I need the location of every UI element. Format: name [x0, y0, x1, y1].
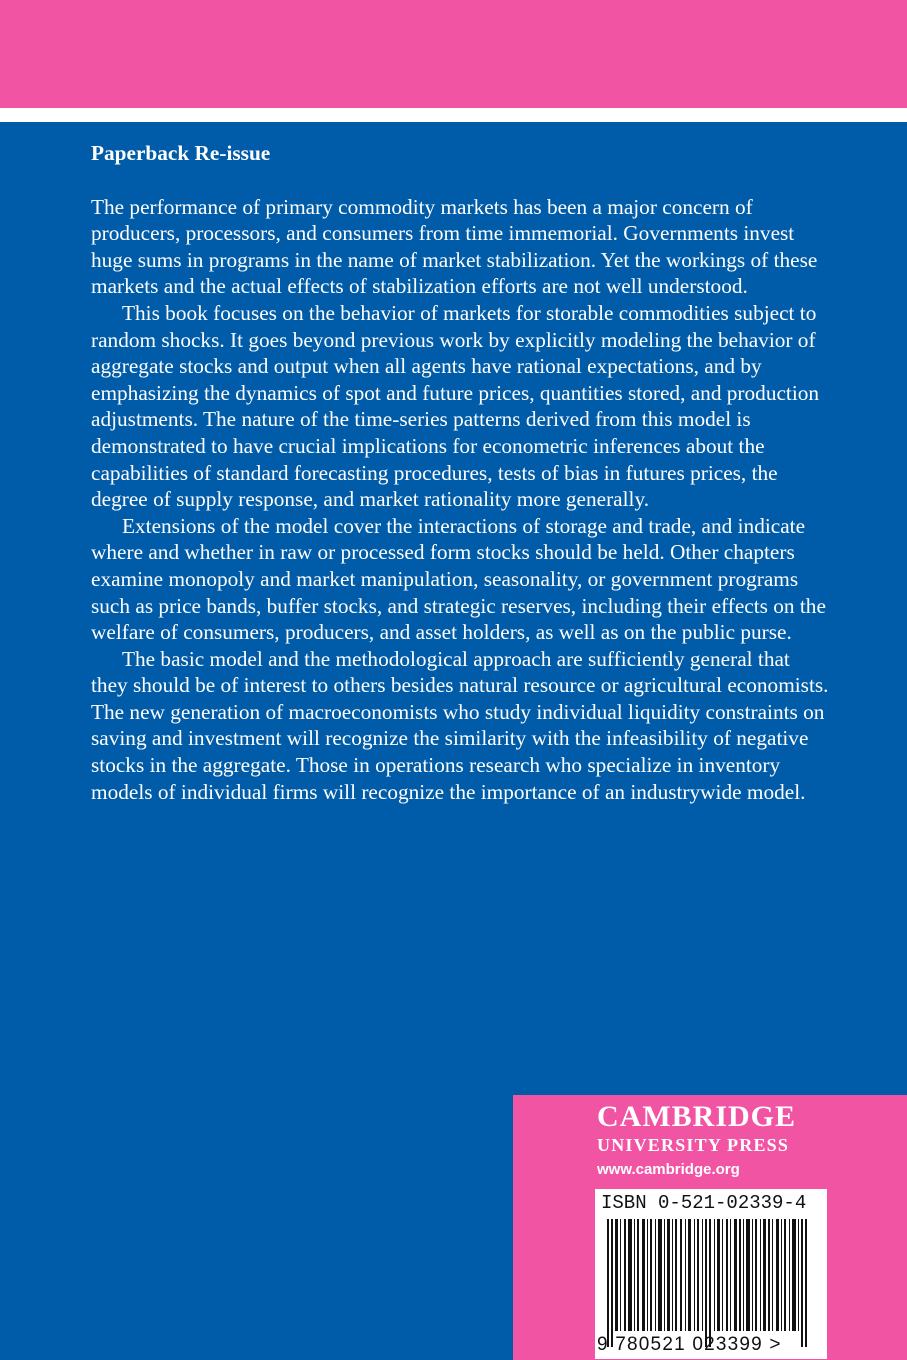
publisher-name: CAMBRIDGE	[597, 1100, 797, 1133]
back-cover-blurb	[91, 140, 831, 805]
publisher-url: www.cambridge.org	[597, 1161, 740, 1178]
ean-digits: 9 780521 023399 >	[597, 1334, 782, 1355]
blurb-paragraph-4: The basic model and the methodological approach are sufficiently general that they should be of interest to others besides natural resource or agricultural economists. The new generation of macroeconomists who study individual liquidity constraints on saving and investment will recognize the similarity with the infeasibility of negative stocks in the aggregate. Those in operations research who specialize in inventory models of individual firms will recognize the importance of an industrywide model.	[91, 646, 829, 804]
white-divider-stripe	[0, 108, 907, 122]
blurb-paragraph-1: The performance of primary commodity markets has been a major concern of producers, processors, and consumers from time immemorial. Governments invest huge sums in programs in the name of market stabilization. Yet the workings of these markets and the actual effects of stabilization efforts are not well understood.	[91, 194, 818, 299]
top-pink-band	[0, 0, 907, 108]
publisher-subname: UNIVERSITY PRESS	[597, 1135, 790, 1155]
blurb-paragraph-2: This book focuses on the behavior of markets for storable commodities subject to random shocks. It goes beyond previous work by explicitly modeling the behavior of aggregate stocks and output when all agents have rational expectations, and by emphasizing the dynamics of spot and future prices, quantities stored, and production adjustments. The nature of the time-series patterns derived from this model is demonstrated to have crucial implications for econometric inferences about the capabilities of standard forecasting procedures, tests of bias in futures prices, the degree of supply response, and market rationality more generally.	[91, 300, 820, 512]
barcode-bars	[607, 1219, 807, 1347]
barcode-box	[595, 1189, 827, 1359]
blurb-paragraph-3: Extensions of the model cover the interactions of storage and trade, and indicate where and whether in raw or processed form stocks should be held. Other chapters examine monopoly and market manipulation, seasonality, or government programs such as price bands, buffer stocks, and strategic reserves, including their effects on the welfare of consumers, producers, and asset holders, as well as on the public purse.	[91, 513, 826, 645]
isbn-label: ISBN 0-521-02339-4	[601, 1192, 807, 1214]
publisher-panel	[513, 1095, 907, 1360]
blurb-heading: Paperback Re-issue	[91, 141, 271, 165]
